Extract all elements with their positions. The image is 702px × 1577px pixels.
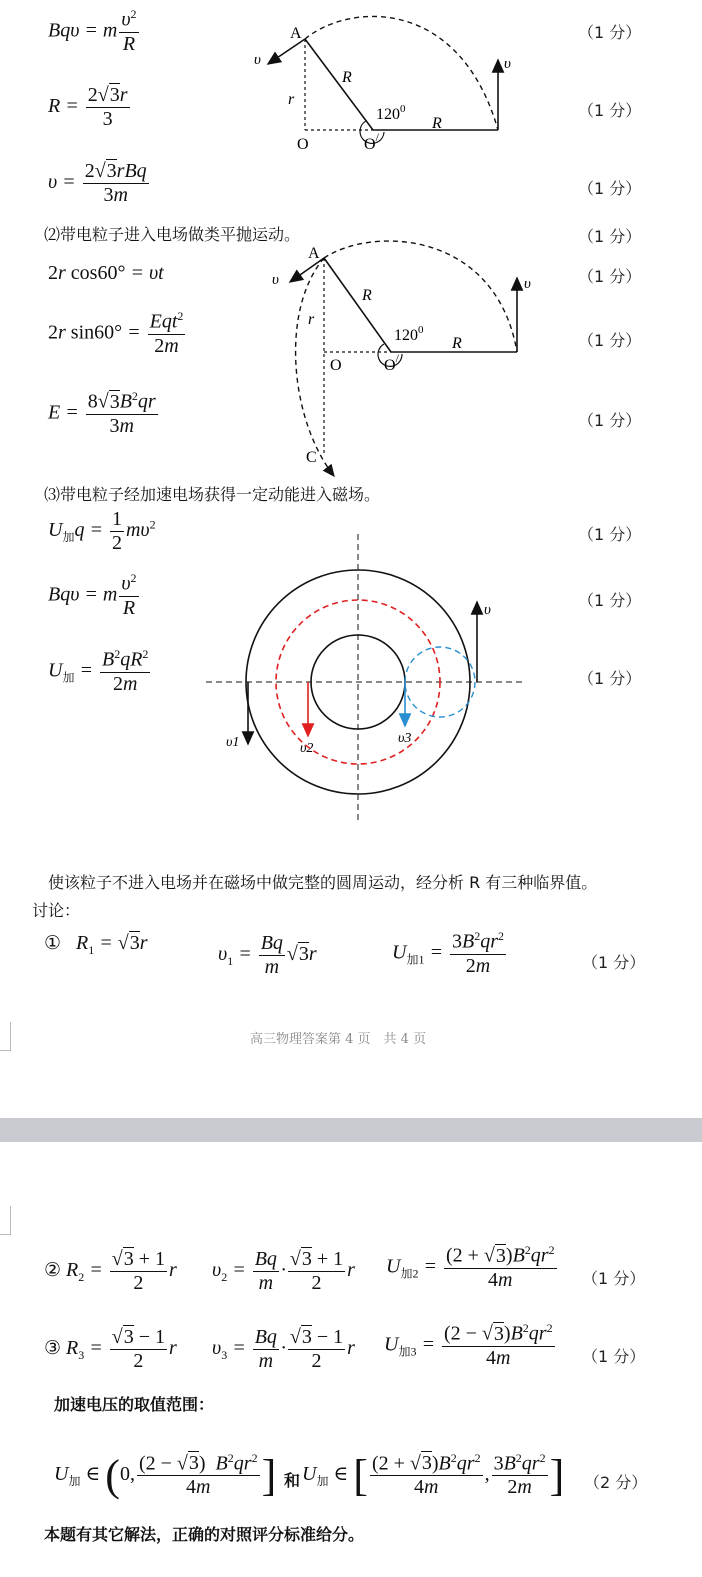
page-footer: 高三物理答案第 4 页 共 4 页 xyxy=(250,1032,427,1047)
score-9: （1 分） xyxy=(578,591,642,610)
label-angle: $120^0$ xyxy=(376,103,406,123)
label-A: A xyxy=(290,25,302,42)
case2-radius: ② $R_2$ = $\frac{√3 + 1}{2}$ r xyxy=(44,1248,177,1294)
label-v2: υ2 xyxy=(300,741,314,756)
label-v-right: υ xyxy=(504,56,511,72)
case2-velocity: $\upsilon_2$ = $\frac{Bq}{m}$ · $\frac{√3 + 1}{2}$ r xyxy=(212,1248,355,1294)
eq-velocity: υ = $\frac{\text{2√3rBq}}{3m}$ xyxy=(48,160,147,206)
score-7: （1 分） xyxy=(578,411,642,430)
part2-heading: ⑵带电粒子进入电场做类平抛运动。 xyxy=(44,225,301,244)
case3-velocity: $\upsilon_3$ = $\frac{Bq}{m}$ · $\frac{√3 - 1}{2}$ r xyxy=(212,1326,355,1372)
diagram-circular-orbits xyxy=(200,530,530,830)
closing-note: 本题有其它解法，正确的对照评分标准给分。 xyxy=(44,1525,365,1544)
circled-two-icon: ② xyxy=(44,1260,62,1282)
label-Oprime: O/ xyxy=(364,130,379,153)
circled-three-icon: ③ xyxy=(44,1338,62,1360)
label-r2: r xyxy=(308,311,315,328)
score-1: （1 分） xyxy=(578,23,642,42)
case3-voltage: $U_{加3}$ = $\frac{(2 - √3)B^2qr^2}{4m}$ xyxy=(384,1321,553,1369)
eq-radius: R = $\frac{2√3r}{3}$ xyxy=(48,84,128,130)
case1-velocity: $\upsilon_1$ = $\frac{Bq}{m}$ √3r xyxy=(218,932,317,978)
score-5: （1 分） xyxy=(578,267,642,286)
score-12: （1 分） xyxy=(582,1269,646,1288)
label-v3: υ3 xyxy=(398,731,412,746)
case1-voltage: $U_{加1}$ = $\frac{3B^2qr^2}{2m}$ xyxy=(392,929,504,977)
label-Oprime2: O/ xyxy=(384,351,399,374)
margin-marker-top xyxy=(0,1022,11,1051)
score-10: （1 分） xyxy=(578,669,642,688)
eq-lorentz-1: Bqυ = m $\frac{\upsilon^2}{R}$ xyxy=(48,7,137,55)
score-13: （1 分） xyxy=(582,1347,646,1366)
label-v2-right: υ xyxy=(524,276,531,292)
discussion-line2: 讨论： xyxy=(32,901,81,920)
score-2: （1 分） xyxy=(578,101,642,120)
case2-voltage: $U_{加2}$ = $\frac{(2 + √3)B^2qr^2}{4m}$ xyxy=(386,1243,555,1291)
label-v-left: υ xyxy=(254,52,261,68)
score-14: （2 分） xyxy=(584,1473,648,1492)
eq-field: E = $\frac{8√3B^2qr}{3m}$ xyxy=(48,389,156,437)
page-separator xyxy=(0,1118,702,1142)
eq-x-displacement: 2r cos60° = υt xyxy=(48,262,164,284)
diagram-magnetic-arc xyxy=(240,2,540,162)
label-R-bottom: R xyxy=(432,115,442,132)
score-6: （1 分） xyxy=(578,331,642,350)
label-O2: O xyxy=(330,357,342,374)
label-R2-bottom: R xyxy=(452,335,462,352)
label-A2: A xyxy=(308,245,320,262)
range-interval-1: $U_加$ ∈ (0, $\frac{(2 - √3) B^2qr^2}{4m}$ ] xyxy=(54,1450,277,1500)
label-R: R xyxy=(342,69,352,86)
eq-accel-energy: $U_加q$ = $\frac{1}{2}$ $m\upsilon^2$ xyxy=(48,508,156,554)
discussion-line1: 使该粒子不进入电场并在磁场中做完整的圆周运动，经分析 R 有三种临界值。 xyxy=(48,873,598,892)
score-11: （1 分） xyxy=(582,953,646,972)
label-angle2: $120^0$ xyxy=(394,324,424,344)
range-interval-2: $U_加$ ∈ [ $\frac{(2 + √3)B^2qr^2}{4m}$ , $\frac{3B^2qr^2}{2m}$ ] xyxy=(302,1450,565,1500)
label-v2-left: υ xyxy=(272,272,279,288)
eq-accel-voltage: $U_加$ = $\frac{B^2qR^2}{2m}$ xyxy=(48,647,149,695)
case3-radius: ③ $R_3$ = $\frac{√3 - 1}{2}$ r xyxy=(44,1326,177,1372)
diagram-electric-field xyxy=(260,240,560,480)
label-O: O xyxy=(297,136,309,153)
label-v1: υ1 xyxy=(226,735,240,750)
part3-heading: ⑶带电粒子经加速电场获得一定动能进入磁场。 xyxy=(44,485,381,504)
score-8: （1 分） xyxy=(578,525,642,544)
score-4: （1 分） xyxy=(578,227,642,246)
label-C: C xyxy=(306,449,317,466)
margin-marker-bottom xyxy=(0,1206,11,1235)
label-R2: R xyxy=(362,287,372,304)
eq-y-displacement: 2r sin60° = $\frac{Eqt^2}{2m}$ xyxy=(48,309,184,357)
range-heading: 加速电压的取值范围： xyxy=(54,1395,215,1414)
and-text: 和 xyxy=(284,1471,301,1490)
score-3: （1 分） xyxy=(578,179,642,198)
label-r: r xyxy=(288,91,295,108)
circled-one-icon: ① xyxy=(44,933,62,954)
label-v-top: υ xyxy=(484,602,491,618)
eq-lorentz-2: Bqυ = m $\frac{\upsilon^2}{R}$ xyxy=(48,571,137,619)
case1-row: ① $R_1 = √3r$ xyxy=(44,932,148,957)
